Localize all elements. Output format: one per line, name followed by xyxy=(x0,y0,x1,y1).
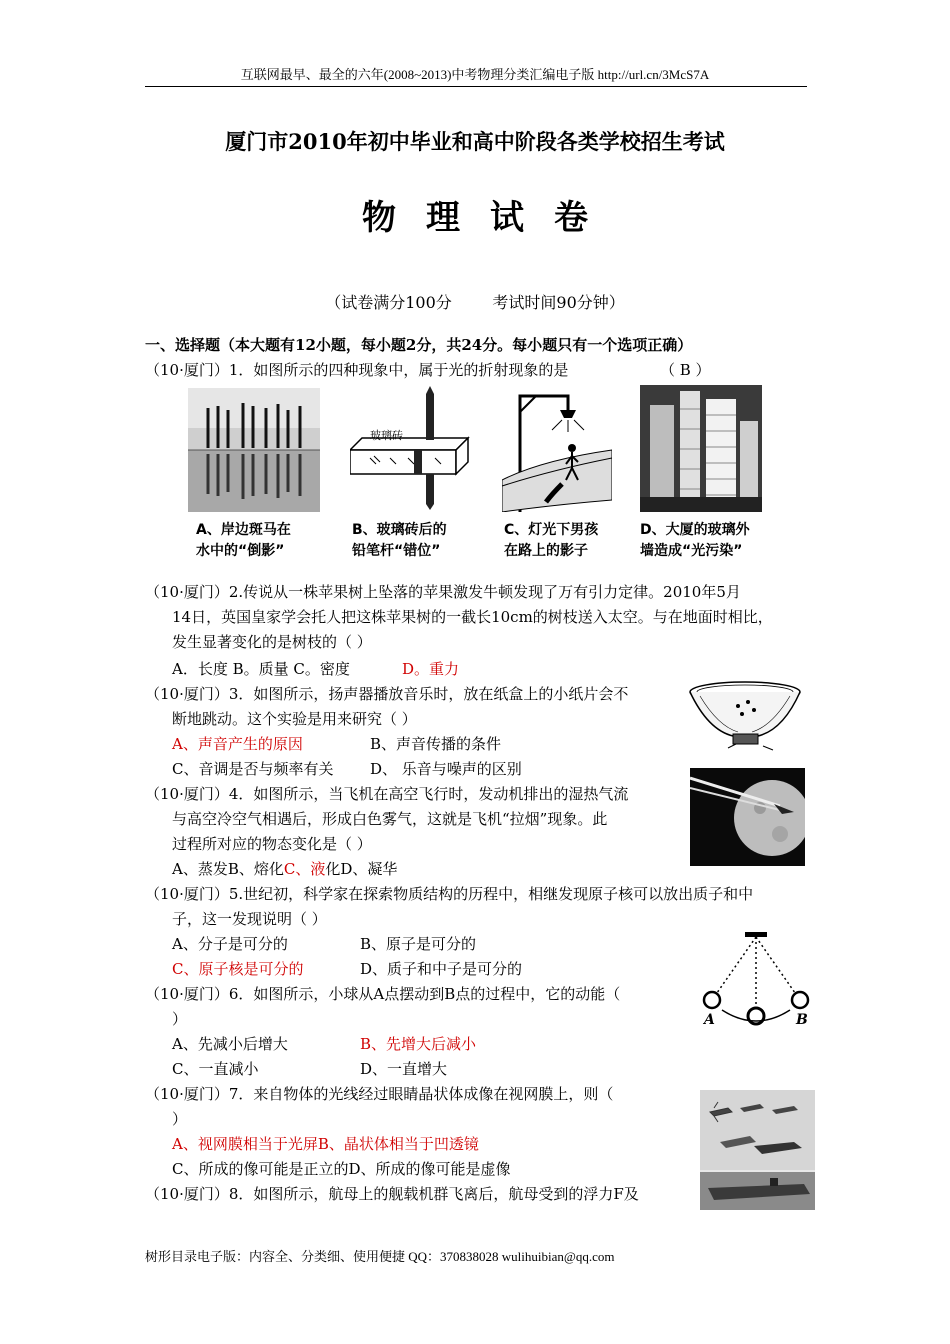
pendulum-label-b: B xyxy=(796,1012,808,1028)
q4-options: A、蒸发B、熔化C、液化D、凝华 xyxy=(172,860,398,878)
airplane-contrail-image xyxy=(690,768,805,866)
q7-options-ab: A、视网膜相当于光屏B、晶状体相当于凹透镜 xyxy=(172,1135,479,1153)
pendulum-label-a: A xyxy=(704,1012,715,1028)
q6-option-a: A、先减小后增大 xyxy=(172,1035,288,1053)
q6-option-c: C、一直减小 xyxy=(172,1060,259,1078)
q2-line2: 14日，英国皇家学会托人把这株苹果树的一截长10cm的树枝送入太空。与在地面时相比， xyxy=(172,608,773,626)
q2-options: A．长度 B。质量 C。密度 xyxy=(172,660,350,678)
q2-line3: 发生显著变化的是树枝的（ ） xyxy=(172,633,372,651)
q8-line1: （10·厦门）8．如图所示，航母上的舰载机群飞离后，航母受到的浮力F及 xyxy=(145,1185,639,1203)
exam-title: 厦门市2010年初中毕业和高中阶段各类学校招生考试 xyxy=(225,129,725,154)
exam-info: （试卷满分100分 考试时间90分钟） xyxy=(325,293,625,312)
q6-line1: （10·厦门）6．如图所示，小球从A点摆动到B点的过程中，它的动能（ xyxy=(145,985,621,1003)
q5-option-d: D、质子和中子是可分的 xyxy=(360,960,523,978)
q1-answer: （ B ） xyxy=(660,361,711,379)
lamp-boy-shadow-image xyxy=(502,390,612,512)
q2-line1: （10·厦门）2.传说从一株苹果树上坠落的苹果激发牛顿发现了万有引力定律。2010年5月 xyxy=(145,583,741,601)
page-footer: 树形目录电子版：内容全、分类细、使用便捷 QQ：370838028 wulihuibian@qq.com xyxy=(145,1249,615,1264)
carrier-aircraft-image xyxy=(700,1090,815,1210)
q1-fig-c-caption: C、灯光下男孩 在路上的影子 xyxy=(504,522,599,559)
q3-option-b: B、声音传播的条件 xyxy=(370,735,502,753)
q2-option-d: D。重力 xyxy=(402,660,460,678)
zebra-reflection-image xyxy=(188,388,320,512)
glass-buildings-image xyxy=(640,385,762,512)
q6-line2: ） xyxy=(172,1010,188,1028)
q1-fig-a-caption: A、岸边斑马在 水中的“倒影” xyxy=(196,522,291,559)
q5-line2: 子，这一发现说明（ ） xyxy=(172,910,327,928)
q4-line2: 与高空冷空气相遇后，形成白色雾气，这就是飞机“拉烟”现象。此 xyxy=(172,810,608,828)
speaker-paper-image xyxy=(688,680,803,752)
q3-option-d: D、 乐音与噪声的区别 xyxy=(370,760,522,778)
page-header: 互联网最早、最全的六年(2008~2013)中考物理分类汇编电子版 http://url.cn/3McS7A xyxy=(240,67,710,82)
q5-option-a: A、分子是可分的 xyxy=(172,935,288,953)
q3-option-c: C、音调是否与频率有关 xyxy=(172,760,334,778)
q5-line1: （10·厦门）5.世纪初，科学家在探索物质结构的历程中，相继发现原子核可以放出质子和中 xyxy=(145,885,754,903)
header-rule xyxy=(145,86,807,87)
q3-line2: 断地跳动。这个实验是用来研究（ ） xyxy=(172,710,417,728)
q5-option-c: C、原子核是可分的 xyxy=(172,960,304,978)
section-heading: 一、选择题（本大题有12小题，每小题2分，共24分。每小题只有一个选项正确） xyxy=(145,336,693,354)
glass-brick-pencil-image xyxy=(350,386,470,512)
q6-option-d: D、一直增大 xyxy=(360,1060,448,1078)
exam-subject: 物理试卷 xyxy=(362,198,618,238)
q6-option-b: B、先增大后减小 xyxy=(360,1035,477,1053)
q1-fig-d-caption: D、大厦的玻璃外 墙造成“光污染” xyxy=(640,522,750,559)
q7-line2: ） xyxy=(172,1110,188,1128)
q3-option-a: A、声音产生的原因 xyxy=(172,735,303,753)
q4-line1: （10·厦门）4．如图所示，当飞机在高空飞行时，发动机排出的湿热气流 xyxy=(145,785,629,803)
q5-option-b: B、原子是可分的 xyxy=(360,935,477,953)
q4-line3: 过程所对应的物态变化是（ ） xyxy=(172,835,372,853)
q1-stem: （10·厦门）1．如图所示的四种现象中，属于光的折射现象的是 xyxy=(145,361,569,379)
q7-options-cd: C、所成的像可能是正立的D、所成的像可能是虚像 xyxy=(172,1160,511,1178)
pendulum-diagram xyxy=(700,928,810,1032)
q1-fig-b-caption: B、玻璃砖后的 铅笔杆“错位” xyxy=(352,522,447,559)
glass-brick-label: 玻璃砖 xyxy=(370,429,403,442)
q7-line1: （10·厦门）7．来自物体的光线经过眼睛晶状体成像在视网膜上，则（ xyxy=(145,1085,614,1103)
q3-line1: （10·厦门）3．如图所示，扬声器播放音乐时，放在纸盒上的小纸片会不 xyxy=(145,685,629,703)
